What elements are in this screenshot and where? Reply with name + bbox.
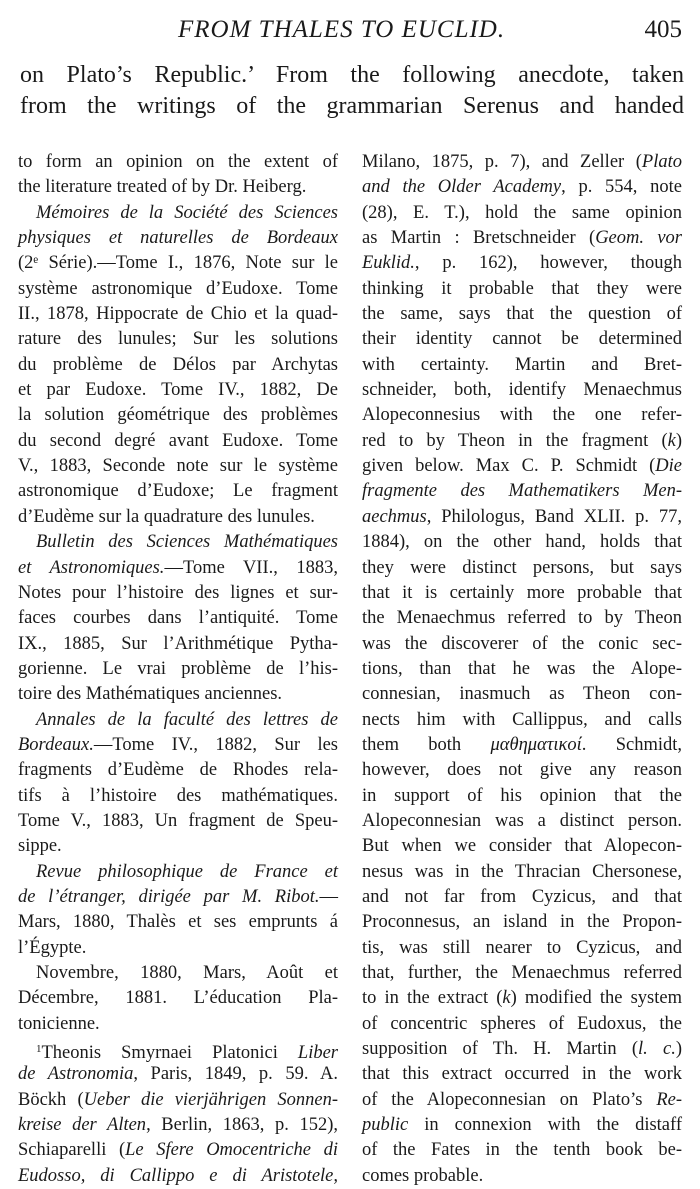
text-run: Proconnesus, an island in the Propon- — [362, 912, 682, 933]
text-line — [362, 682, 682, 707]
text-line — [18, 327, 338, 352]
text-line — [18, 226, 338, 251]
text-run: du second degré avant Eudoxe. Tome — [18, 430, 338, 451]
footnote-marker: 1 — [36, 1043, 42, 1056]
text-run: IX., 1885, Sur l’Arithmétique Pytha- — [18, 633, 338, 654]
text-line — [362, 809, 682, 834]
text-line — [362, 302, 682, 327]
text-run: Schiaparelli ( — [18, 1140, 126, 1161]
text-run: to form an opinion on the extent of — [18, 152, 338, 172]
italic-text: Liber — [297, 1043, 338, 1064]
text-line — [362, 1062, 682, 1087]
text-line — [362, 479, 682, 504]
text-line — [18, 1138, 338, 1163]
lead-line: on Plato’s Republic.’ From the following anecdote, taken — [20, 62, 684, 88]
text-run: système astronomique d’Eudoxe. Tome — [18, 278, 338, 299]
italic-text: Le Sfere Omocentriche di — [125, 1140, 339, 1161]
text-line — [18, 581, 338, 606]
text-run: Tome V., 1883, Un fragment de Speu- — [18, 810, 338, 831]
text-line — [362, 226, 682, 251]
italic-text: Ueber die vierjährigen Sonnen- — [83, 1089, 338, 1110]
text-run: sippe. — [18, 836, 62, 857]
text-run: with certainty. Martin and Bret- — [362, 354, 682, 375]
text-run: toire des Mathématiques anciennes. — [18, 684, 283, 705]
text-run: them both — [362, 734, 491, 755]
italic-text: Bordeaux. — [18, 734, 94, 755]
text-line — [18, 556, 338, 581]
italic-text: Annales de la faculté des lettres de — [36, 709, 338, 730]
running-title: FROM THALES TO EUCLID. — [178, 16, 506, 43]
text-line — [362, 556, 682, 581]
text-line — [18, 429, 338, 454]
text-run: the literature treated of by Dr. Heiberg. — [18, 177, 307, 198]
text-run: in connexion with the distaff — [408, 1115, 682, 1136]
text-line — [362, 708, 682, 733]
text-line — [362, 733, 682, 758]
text-run: given below. Max C. P. Schmidt ( — [362, 456, 656, 477]
text-line — [18, 632, 338, 657]
text-run: Mars, 1880, Thalès et ses emprunts á — [18, 912, 338, 933]
text-run: tis, was still nearer to Cyzicus, and — [362, 937, 682, 958]
text-run: , p. 162), however, though — [414, 253, 682, 274]
text-line — [362, 251, 682, 276]
italic-text: Mémoires de la Société des Sciences — [36, 202, 338, 223]
text-run: d’Eudème sur la quadrature des lunules. — [18, 506, 315, 527]
text-line — [362, 505, 682, 530]
text-line — [18, 479, 338, 504]
text-line — [18, 758, 338, 783]
text-line — [18, 809, 338, 834]
page-header — [0, 10, 700, 50]
italic-text: l. c. — [638, 1039, 676, 1060]
text-run: of concentric spheres of Eudoxus, the — [362, 1013, 682, 1034]
italic-text: Plato — [641, 152, 682, 172]
text-line — [362, 327, 682, 352]
italic-text: Bulletin des Sciences Mathématiques — [36, 532, 338, 553]
text-run: as Martin : Bretschneider ( — [362, 228, 596, 249]
text-run: —Tome IV., 1882, Sur les — [93, 734, 338, 755]
text-run: was the discoverer of the conic sec- — [362, 633, 682, 654]
text-line — [18, 708, 338, 733]
text-line — [362, 1138, 682, 1163]
text-line — [362, 581, 682, 606]
text-line — [18, 784, 338, 809]
text-run: Alopeconnesian was a distinct person. — [362, 810, 682, 831]
text-line — [18, 860, 338, 885]
text-run: nects him with Callippus, and calls — [362, 709, 682, 730]
text-run: faces courbes dans l’antiquité. Tome — [18, 608, 338, 629]
text-line — [362, 454, 682, 479]
text-line — [18, 201, 338, 226]
text-line — [18, 986, 338, 1011]
text-line — [362, 1037, 682, 1062]
text-run: red to by Theon in the fragment ( — [362, 430, 668, 451]
text-run: fragments d’Eudème de Rhodes rela- — [18, 760, 338, 781]
text-line — [18, 530, 338, 555]
text-run: Milano, 1875, p. 7), and Zeller ( — [362, 152, 642, 172]
text-run: schneider, both, identify Menaechmus — [362, 380, 682, 401]
italic-text: de l’étranger, dirigée par M. Ribot. — [18, 886, 320, 907]
italic-text: Eudosso, di Callippo e di Aristotele, — [18, 1165, 338, 1186]
text-line — [18, 936, 338, 961]
text-line — [18, 885, 338, 910]
text-run: astronomique d’Eudoxe; Le fragment — [18, 481, 338, 502]
text-line — [18, 277, 338, 302]
italic-text: physiques et naturelles de Bordeaux — [18, 228, 338, 249]
text-line — [18, 302, 338, 327]
text-run: II., 1878, Hippocrate de Chio et la quad- — [18, 304, 338, 325]
text-line — [362, 353, 682, 378]
italic-text: k — [667, 430, 676, 451]
text-line — [18, 454, 338, 479]
text-run: Theonis Smyrnaei Platonici — [41, 1043, 298, 1064]
text-line — [18, 353, 338, 378]
text-line — [18, 175, 338, 200]
text-run: the same, says that the question of — [362, 304, 682, 325]
italic-text: fragmente des Mathematikers Men- — [362, 481, 682, 502]
text-line — [362, 378, 682, 403]
italic-text: de Astronomia — [18, 1064, 134, 1085]
text-run: But when we consider that Alopecon- — [362, 836, 682, 857]
text-line — [18, 1088, 338, 1113]
text-line — [18, 657, 338, 682]
text-run: the Menaechmus referred to by Theon — [362, 608, 682, 629]
italic-text: kreise der Alten — [18, 1115, 147, 1136]
text-run: thinking it probable that they were — [362, 278, 682, 299]
text-run: and not far from Cyzicus, and that — [362, 886, 682, 907]
text-run: Novembre, 1880, Mars, Août et — [36, 963, 338, 983]
text-run: du problème de Délos par Archytas — [18, 354, 338, 375]
text-line — [362, 201, 682, 226]
text-run: 1884), on the other hand, holds that — [362, 532, 682, 553]
text-run: that this extract occurred in the work — [362, 1064, 682, 1085]
text-line — [18, 251, 338, 276]
text-run: connesian, inasmuch as Theon con- — [362, 684, 682, 705]
text-line — [18, 150, 338, 175]
text-line — [362, 277, 682, 302]
text-line — [18, 606, 338, 631]
text-run: tonicienne. — [18, 1013, 100, 1034]
text-run: , Berlin, 1863, p. 152), — [146, 1115, 338, 1136]
text-line — [18, 1037, 338, 1062]
text-run: of the Alopeconnesian on Plato’s — [362, 1089, 657, 1110]
text-line — [18, 910, 338, 935]
page-number: 405 — [644, 16, 682, 43]
text-line — [362, 530, 682, 555]
text-run: —Tome VII., 1883, — [164, 557, 338, 578]
text-line — [362, 150, 682, 175]
text-run: comes probable. — [362, 1165, 484, 1186]
text-run: of the Fates in the tenth book be- — [362, 1140, 682, 1161]
text-run: tions, than that he was the Alope- — [362, 658, 682, 679]
text-run: ) — [675, 430, 682, 451]
text-run: their identity cannot be determined — [362, 329, 682, 350]
text-line — [18, 834, 338, 859]
text-line — [362, 860, 682, 885]
text-run: la solution géométrique des problèmes — [18, 405, 338, 426]
italic-text: μαθηματικοί — [490, 734, 582, 755]
text-run: ) modified the system — [510, 988, 682, 1009]
text-line — [362, 175, 682, 200]
text-line — [362, 1164, 682, 1189]
text-run: . Schmidt, — [581, 734, 682, 755]
italic-text: Re- — [656, 1089, 682, 1110]
text-run: Alopeconnesius with the one refer- — [362, 405, 682, 426]
text-run: gorienne. Le vrai problème de l’his- — [18, 658, 338, 679]
text-line — [362, 885, 682, 910]
text-line — [18, 1113, 338, 1138]
text-line — [18, 505, 338, 530]
text-line — [362, 606, 682, 631]
text-line — [362, 936, 682, 961]
text-run: that, further, the Menaechmus referred — [362, 963, 682, 983]
italic-text: Euklid. — [362, 253, 415, 274]
italic-text: Geom. vor — [595, 228, 683, 249]
text-run: Notes pour l’histoire des lignes et sur- — [18, 582, 338, 603]
text-line — [18, 961, 338, 986]
text-line — [18, 733, 338, 758]
text-line — [18, 403, 338, 428]
text-run: Böckh ( — [18, 1089, 84, 1110]
italic-text: aechmus — [362, 506, 427, 527]
text-line — [18, 378, 338, 403]
text-run: tifs à l’histoire des mathématiques. — [18, 785, 338, 806]
text-run: , p. 554, note — [561, 177, 682, 198]
text-run: V., 1883, Seconde note sur le système — [18, 456, 338, 477]
text-run: rature des lunules; Sur les solutions — [18, 329, 338, 350]
text-line — [362, 1113, 682, 1138]
text-run: in support of his opinion that the — [362, 785, 682, 806]
text-line — [362, 961, 682, 986]
left-column — [18, 150, 338, 1189]
text-line — [362, 758, 682, 783]
text-line — [18, 1062, 338, 1087]
text-run: , Paris, 1849, p. 59. A. — [133, 1064, 338, 1085]
text-run: , Philologus, Band XLII. p. 77, — [426, 506, 682, 527]
text-run: et par Eudoxe. Tome IV., 1882, De — [18, 380, 338, 401]
text-run: to in the extract ( — [362, 988, 503, 1009]
text-line — [362, 632, 682, 657]
text-run: that it is certainly more probable that — [362, 582, 682, 603]
text-line — [362, 429, 682, 454]
text-run: l’Égypte. — [18, 937, 87, 958]
text-line — [18, 682, 338, 707]
italic-text: and the Older Academy — [362, 177, 562, 198]
italic-text: k — [502, 988, 511, 1009]
text-line — [362, 403, 682, 428]
text-line — [362, 1088, 682, 1113]
text-run: supposition of Th. H. Martin ( — [362, 1039, 639, 1060]
text-line — [18, 1012, 338, 1037]
text-run: — — [319, 886, 338, 907]
italic-text: Revue philosophique de France et — [36, 861, 338, 882]
text-line — [362, 1012, 682, 1037]
text-run: (28), E. T.), hold the same opinion — [362, 202, 682, 223]
lead-paragraph — [20, 60, 684, 122]
text-line — [362, 910, 682, 935]
text-run: however, does not give any reason — [362, 760, 682, 781]
italic-text: Die — [655, 456, 682, 477]
text-line — [362, 834, 682, 859]
right-column — [362, 150, 682, 1189]
italic-text: et Astronomiques. — [18, 557, 165, 578]
text-line — [362, 986, 682, 1011]
text-line — [362, 657, 682, 682]
text-run: (2ᵉ Série).—Tome I., 1876, Note sur le — [18, 253, 338, 274]
text-run: Décembre, 1881. L’éducation Pla- — [18, 988, 338, 1009]
italic-text: public — [362, 1115, 409, 1136]
lead-line: from the writings of the grammarian Serenus and handed — [20, 93, 684, 119]
text-line — [18, 1164, 338, 1189]
text-run: nesus was in the Thracian Chersonese, — [362, 861, 682, 882]
text-line — [362, 784, 682, 809]
text-run: they were distinct persons, but says — [362, 557, 682, 578]
text-run: ) — [675, 1039, 682, 1060]
